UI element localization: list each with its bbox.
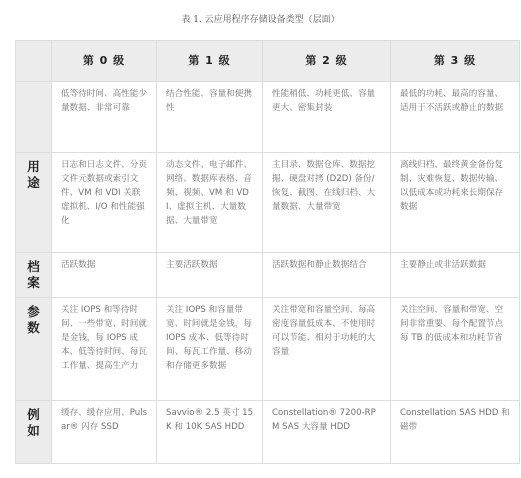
- table-cell: 离线归档、最终黄金备份复制、灾难恢复、数据传输、以低成本或功耗来长期保存数据: [391, 153, 520, 253]
- row-label-cell: [16, 298, 52, 401]
- table-cell: 性能稍低、功耗更低、容量更大、密集封装: [263, 82, 391, 153]
- table-cell: 低等待时间、高性能少量数据、非常可靠: [52, 82, 157, 153]
- table-cell: 最低的功耗、最高的容量、适用于不活跃或静止的数据: [391, 82, 520, 153]
- row-label: 例如: [27, 407, 40, 438]
- column-header-tier-2: 第 2 级: [263, 41, 391, 82]
- row-label-cell: [16, 401, 52, 464]
- column-header-tier-3: 第 3 级: [391, 41, 520, 82]
- row-label: 参数: [27, 304, 40, 335]
- row-label: 档案: [27, 259, 40, 290]
- table-row-characteristics: [16, 82, 520, 153]
- table-cell: 活跃数据: [52, 253, 157, 298]
- column-header-tier-0: 第 0 级: [52, 41, 157, 82]
- table-caption: 表 1. 云应用程序存储设备类型（层面）: [181, 15, 340, 25]
- header-row: [16, 41, 520, 82]
- table-cell: 结合性能、容量和便携性: [157, 82, 263, 153]
- table-cell: 缓存、缓存应用、Pulsar® 闪存 SSD: [52, 401, 157, 464]
- row-label-cell: [16, 153, 52, 253]
- table-row-profile: [16, 253, 520, 298]
- table-cell: 关注空间、容量和带宽、空间非常重要、每个配置节点每 TB 的低成本和功耗节省: [391, 298, 520, 401]
- table-cell: 关注 IOPS 和等待时间、一些带宽、时间就是金钱，每 IOPS 成本、低等待时间、每瓦工作量、提高生产力: [52, 298, 157, 401]
- table-row-usage: [16, 153, 520, 253]
- table-cell: Constellation SAS HDD 和磁带: [391, 401, 520, 464]
- table-cell: 主要静止或非活跃数据: [391, 253, 520, 298]
- row-label-cell: [16, 82, 52, 153]
- header-corner-cell: [16, 41, 52, 82]
- row-label-cell: [16, 253, 52, 298]
- table-row-examples: [16, 401, 520, 464]
- table-cell: 主目录、数据仓库、数据挖掘、硬盘对拷 (D2D) 备份/恢复、截图、在线归档、大量数据、大量带宽: [263, 153, 391, 253]
- table-cell: 活跃数据和静止数据结合: [263, 253, 391, 298]
- table-cell: 关注 IOPS 和容量带宽、时间就是金钱，每 IOPS 成本、低等待时间、每瓦工作量、移动和存储更多数据: [157, 298, 263, 401]
- table-cell: 日志和日志文件、分页文件元数据或索引文件、VM 和 VDI 关联虚拟机、I/O 和性能强化: [52, 153, 157, 253]
- storage-tier-table: [15, 40, 520, 464]
- row-label: 用途: [27, 159, 40, 190]
- column-header-tier-1: 第 1 级: [157, 41, 263, 82]
- table-cell: Constellation® 7200-RPM SAS 大容量 HDD: [263, 401, 391, 464]
- table-cell: 动态文件、电子邮件、网络、数据库表格、音频、视频、VM 和 VDI、虚拟主机、大量数据、大量带宽: [157, 153, 263, 253]
- table-row-parameters: [16, 298, 520, 401]
- table-cell: 主要活跃数据: [157, 253, 263, 298]
- table-cell: 关注带宽和容量空间、每高密度容量低成本、不使用时可以节能、相对于功耗的大容量: [263, 298, 391, 401]
- table-cell: Savvio® 2.5 英寸 15K 和 10K SAS HDD: [157, 401, 263, 464]
